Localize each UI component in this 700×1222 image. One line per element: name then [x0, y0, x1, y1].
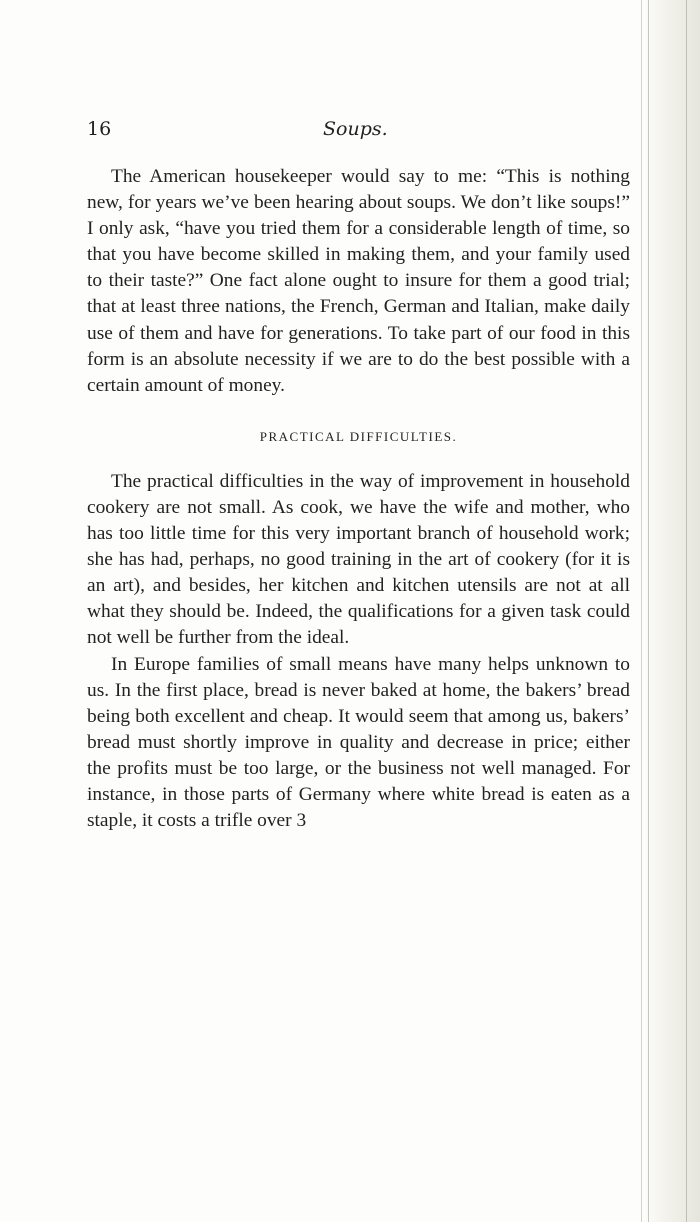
page-number: 16: [87, 118, 112, 140]
running-title: Soups.: [323, 118, 388, 140]
paragraph-soups-argument: The American housekeeper would say to me: “This is nothing new, for years we’ve been hearing about soups. We don’t like soups!” I only ask, “have you tried them for a considerable length of time, so that you have become skilled in making them, and your family used to their taste?” One fact alone ought to insure for them a good trial; that at least three nations, the French, German and Italian, make daily use of them and have for generations. To take part of our food in this form is an absolute necessity if we are to do the best possible with a certain amount of money.: [87, 166, 630, 396]
section-heading: PRACTICAL DIFFICULTIES.: [259, 428, 458, 444]
edge-line: [648, 0, 649, 1222]
edge-line: [686, 0, 687, 1222]
body-text: [87, 164, 630, 834]
paragraph-practical-difficulties: The practical difficulties in the way of improvement in household cookery are not small. As cook, we have the wife and mother, who has too little time for this very important branch of household work; she has had, perhaps, no good training in the art of cookery (for it is an art), and besides, her kitchen and kitchen utensils are not at all what they should be. Indeed, the qualifications for a given task could not well be further from the ideal.: [87, 470, 630, 649]
page-header: [87, 118, 632, 148]
page-edge-binding: [641, 0, 700, 1222]
paragraph-europe-bread: In Europe families of small means have many helps unknown to us. In the first place, bread is never baked at home, the bakers’ bread being both excellent and cheap. It would seem that among us, bakers’ bread must shortly improve in quality and decrease in price; either the profits must be too large, or the business not well managed. For instance, in those parts of Germany where white bread is eaten as a staple, it costs a trifle over 3: [87, 653, 630, 832]
